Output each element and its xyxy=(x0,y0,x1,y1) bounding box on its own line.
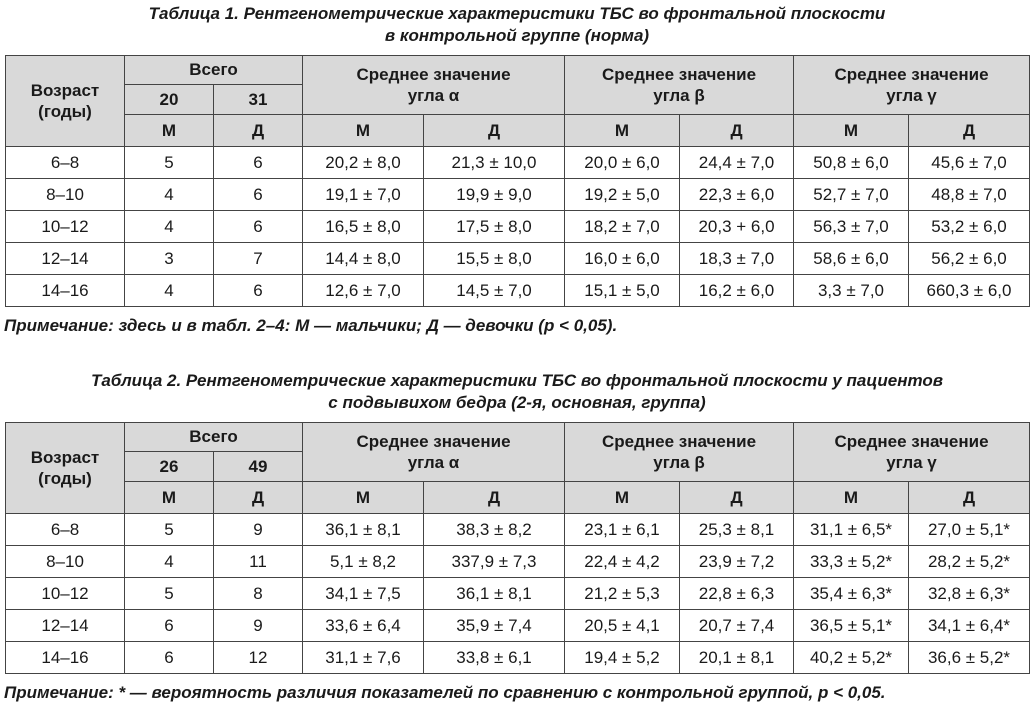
alpha-d-cell: 36,1 ± 8,1 xyxy=(424,578,565,610)
beta-d-header: Д xyxy=(680,115,794,147)
beta-m-cell: 21,2 ± 5,3 xyxy=(565,578,680,610)
beta-d-cell: 24,4 ± 7,0 xyxy=(680,147,794,179)
alpha-m-header: М xyxy=(303,115,424,147)
count-d-cell: 6 xyxy=(214,147,303,179)
table-1-body xyxy=(6,147,1030,307)
alpha-d-cell: 15,5 ± 8,0 xyxy=(424,243,565,275)
gamma-d-cell: 48,8 ± 7,0 xyxy=(909,179,1030,211)
alpha-m-cell: 14,4 ± 8,0 xyxy=(303,243,424,275)
gamma-m-cell: 33,3 ± 5,2* xyxy=(794,546,909,578)
alpha-m-cell: 31,1 ± 7,6 xyxy=(303,642,424,674)
count-d-cell: 12 xyxy=(214,642,303,674)
sex-m-header: М xyxy=(125,115,214,147)
age-cell: 8–10 xyxy=(6,546,125,578)
header-row xyxy=(6,115,1030,147)
age-cell: 12–14 xyxy=(6,610,125,642)
count-d-cell: 6 xyxy=(214,179,303,211)
alpha-m-cell: 20,2 ± 8,0 xyxy=(303,147,424,179)
table-1 xyxy=(5,55,1030,307)
table-2-caption xyxy=(0,370,1034,414)
gamma-m-cell: 56,3 ± 7,0 xyxy=(794,211,909,243)
gamma-d-cell: 27,0 ± 5,1* xyxy=(909,514,1030,546)
gamma-m-cell: 40,2 ± 5,2* xyxy=(794,642,909,674)
gamma-m-header: М xyxy=(794,115,909,147)
gamma-header: Среднее значение угла γ xyxy=(794,423,1030,482)
gamma-m-cell: 35,4 ± 6,3* xyxy=(794,578,909,610)
beta-header: Среднее значение угла β xyxy=(565,56,794,115)
header-row xyxy=(6,482,1030,514)
beta-d-cell: 22,8 ± 6,3 xyxy=(680,578,794,610)
total-header: Всего xyxy=(125,56,303,85)
count-m-cell: 5 xyxy=(125,147,214,179)
table-row xyxy=(6,179,1030,211)
age-cell: 8–10 xyxy=(6,179,125,211)
table-2-caption-line-2: с подвывихом бедра (2-я, основная, группа) xyxy=(328,393,706,412)
total-d-count: 49 xyxy=(214,452,303,482)
alpha-d-header: Д xyxy=(424,115,565,147)
total-m-count: 26 xyxy=(125,452,214,482)
gamma-d-header: Д xyxy=(909,115,1030,147)
count-d-cell: 6 xyxy=(214,211,303,243)
alpha-d-cell: 21,3 ± 10,0 xyxy=(424,147,565,179)
gamma-m-cell: 31,1 ± 6,5* xyxy=(794,514,909,546)
table-row xyxy=(6,610,1030,642)
beta-m-header: М xyxy=(565,115,680,147)
table-1-caption-line-1: Таблица 1. Рентгенометрические характеристики ТБС во фронтальной плоскости xyxy=(148,4,886,23)
gamma-m-cell: 50,8 ± 6,0 xyxy=(794,147,909,179)
count-m-cell: 4 xyxy=(125,211,214,243)
count-m-cell: 6 xyxy=(125,610,214,642)
gamma-d-cell: 56,2 ± 6,0 xyxy=(909,243,1030,275)
beta-d-cell: 23,9 ± 7,2 xyxy=(680,546,794,578)
table-2-body xyxy=(6,514,1030,674)
total-header: Всего xyxy=(125,423,303,452)
age-header: Возраст (годы) xyxy=(6,56,125,147)
alpha-header: Среднее значение угла α xyxy=(303,423,565,482)
beta-m-header: М xyxy=(565,482,680,514)
gamma-d-cell: 32,8 ± 6,3* xyxy=(909,578,1030,610)
age-cell: 14–16 xyxy=(6,642,125,674)
beta-d-header: Д xyxy=(680,482,794,514)
beta-d-cell: 20,1 ± 8,1 xyxy=(680,642,794,674)
gamma-d-cell: 34,1 ± 6,4* xyxy=(909,610,1030,642)
count-m-cell: 4 xyxy=(125,546,214,578)
header-row xyxy=(6,56,1030,85)
beta-d-cell: 18,3 ± 7,0 xyxy=(680,243,794,275)
table-1-caption xyxy=(0,3,1034,47)
total-d-count: 31 xyxy=(214,85,303,115)
count-m-cell: 3 xyxy=(125,243,214,275)
table-2 xyxy=(5,422,1030,674)
beta-d-cell: 25,3 ± 8,1 xyxy=(680,514,794,546)
age-cell: 12–14 xyxy=(6,243,125,275)
gamma-d-cell: 36,6 ± 5,2* xyxy=(909,642,1030,674)
table-row xyxy=(6,147,1030,179)
table-2-caption-line-1: Таблица 2. Рентгенометрические характеристики ТБС во фронтальной плоскости у пациентов xyxy=(90,371,944,390)
gamma-d-header: Д xyxy=(909,482,1030,514)
beta-m-cell: 18,2 ± 7,0 xyxy=(565,211,680,243)
count-m-cell: 4 xyxy=(125,275,214,307)
beta-d-cell: 22,3 ± 6,0 xyxy=(680,179,794,211)
count-m-cell: 5 xyxy=(125,514,214,546)
alpha-m-cell: 5,1 ± 8,2 xyxy=(303,546,424,578)
gamma-m-cell: 52,7 ± 7,0 xyxy=(794,179,909,211)
beta-header: Среднее значение угла β xyxy=(565,423,794,482)
table-row xyxy=(6,578,1030,610)
count-m-cell: 6 xyxy=(125,642,214,674)
age-cell: 6–8 xyxy=(6,514,125,546)
age-cell: 6–8 xyxy=(6,147,125,179)
sex-d-header: Д xyxy=(214,482,303,514)
table-row xyxy=(6,275,1030,307)
alpha-m-cell: 19,1 ± 7,0 xyxy=(303,179,424,211)
count-d-cell: 11 xyxy=(214,546,303,578)
header-row xyxy=(6,423,1030,452)
alpha-d-cell: 35,9 ± 7,4 xyxy=(424,610,565,642)
beta-d-cell: 20,7 ± 7,4 xyxy=(680,610,794,642)
table-row xyxy=(6,211,1030,243)
age-cell: 14–16 xyxy=(6,275,125,307)
beta-m-cell: 15,1 ± 5,0 xyxy=(565,275,680,307)
age-cell: 10–12 xyxy=(6,578,125,610)
beta-m-cell: 16,0 ± 6,0 xyxy=(565,243,680,275)
count-d-cell: 8 xyxy=(214,578,303,610)
count-d-cell: 7 xyxy=(214,243,303,275)
gamma-d-cell: 660,3 ± 6,0 xyxy=(909,275,1030,307)
beta-m-cell: 23,1 ± 6,1 xyxy=(565,514,680,546)
alpha-d-cell: 33,8 ± 6,1 xyxy=(424,642,565,674)
alpha-m-header: М xyxy=(303,482,424,514)
table-row xyxy=(6,243,1030,275)
alpha-d-header: Д xyxy=(424,482,565,514)
table-row xyxy=(6,546,1030,578)
sex-m-header: М xyxy=(125,482,214,514)
alpha-m-cell: 12,6 ± 7,0 xyxy=(303,275,424,307)
age-cell: 10–12 xyxy=(6,211,125,243)
alpha-d-cell: 337,9 ± 7,3 xyxy=(424,546,565,578)
beta-m-cell: 19,4 ± 5,2 xyxy=(565,642,680,674)
table-2-note: Примечание: * — вероятность различия показателей по сравнению с контрольной группой, р < 0,05. xyxy=(4,683,886,702)
alpha-header: Среднее значение угла α xyxy=(303,56,565,115)
gamma-header: Среднее значение угла γ xyxy=(794,56,1030,115)
beta-m-cell: 22,4 ± 4,2 xyxy=(565,546,680,578)
gamma-d-cell: 45,6 ± 7,0 xyxy=(909,147,1030,179)
sex-d-header: Д xyxy=(214,115,303,147)
table-1-note: Примечание: здесь и в табл. 2–4: М — мальчики; Д — девочки (р < 0,05). xyxy=(4,316,618,335)
total-m-count: 20 xyxy=(125,85,214,115)
table-1-caption-line-2: в контрольной группе (норма) xyxy=(384,26,650,45)
count-d-cell: 9 xyxy=(214,514,303,546)
age-header: Возраст (годы) xyxy=(6,423,125,514)
alpha-d-cell: 14,5 ± 7,0 xyxy=(424,275,565,307)
beta-m-cell: 20,5 ± 4,1 xyxy=(565,610,680,642)
gamma-m-header: М xyxy=(794,482,909,514)
table-row xyxy=(6,642,1030,674)
gamma-m-cell: 36,5 ± 5,1* xyxy=(794,610,909,642)
count-m-cell: 4 xyxy=(125,179,214,211)
alpha-m-cell: 36,1 ± 8,1 xyxy=(303,514,424,546)
alpha-m-cell: 34,1 ± 7,5 xyxy=(303,578,424,610)
beta-m-cell: 19,2 ± 5,0 xyxy=(565,179,680,211)
alpha-m-cell: 33,6 ± 6,4 xyxy=(303,610,424,642)
count-m-cell: 5 xyxy=(125,578,214,610)
beta-m-cell: 20,0 ± 6,0 xyxy=(565,147,680,179)
table-row xyxy=(6,514,1030,546)
beta-d-cell: 16,2 ± 6,0 xyxy=(680,275,794,307)
alpha-m-cell: 16,5 ± 8,0 xyxy=(303,211,424,243)
gamma-m-cell: 3,3 ± 7,0 xyxy=(794,275,909,307)
alpha-d-cell: 17,5 ± 8,0 xyxy=(424,211,565,243)
gamma-d-cell: 28,2 ± 5,2* xyxy=(909,546,1030,578)
alpha-d-cell: 19,9 ± 9,0 xyxy=(424,179,565,211)
gamma-m-cell: 58,6 ± 6,0 xyxy=(794,243,909,275)
gamma-d-cell: 53,2 ± 6,0 xyxy=(909,211,1030,243)
alpha-d-cell: 38,3 ± 8,2 xyxy=(424,514,565,546)
count-d-cell: 9 xyxy=(214,610,303,642)
count-d-cell: 6 xyxy=(214,275,303,307)
beta-d-cell: 20,3 + 6,0 xyxy=(680,211,794,243)
